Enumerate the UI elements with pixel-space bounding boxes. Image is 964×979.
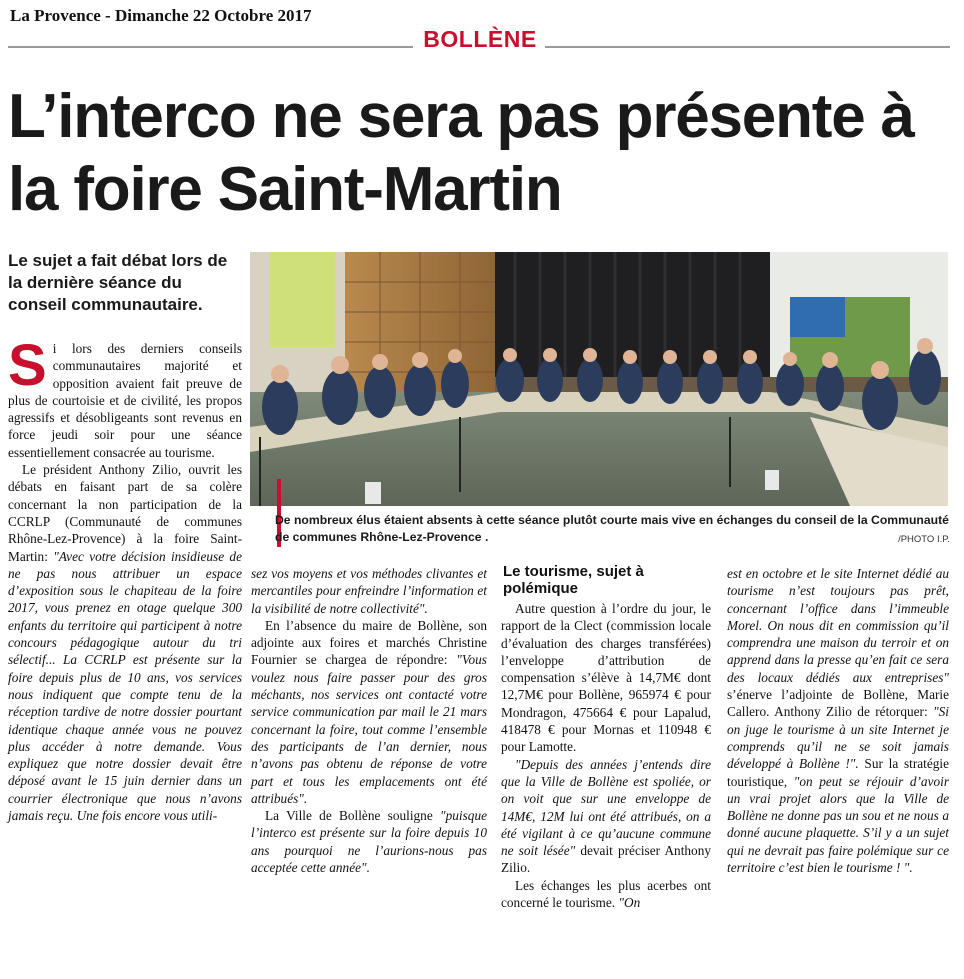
article-column-2 xyxy=(251,565,487,876)
paragraph-ville: La Ville de Bollène souligne "puisque l’interco est présente sur la foire depuis 10 ans pourquoi ne l’aurions-nous pas acceptée cette année". xyxy=(251,808,487,876)
paragraph-intro: Si lors des derniers conseils communautaires majorité et opposition avaient fait preuve de plus de courtoisie et de civilité, les propos agressifs et désobligeants sont revenus en force jeudi soir pour une séance essentiellement consacrée au tourisme. xyxy=(8,333,242,460)
section-label: BOLLÈNE xyxy=(423,26,537,52)
newspaper-masthead: La Provence - Dimanche 22 Octobre 2017 xyxy=(10,6,312,25)
photo-caption: De nombreux élus étaient absents à cette séance plutôt courte mais vive en échanges du conseil de la Communauté de communes Rhône-Lez-Provence . xyxy=(275,513,949,544)
header-rule-left xyxy=(8,46,413,48)
paragraph-callero: est en octobre et le site Internet dédié au tourisme n’est toujours pas prêt, concernant l’office dans l’immeuble Morel. On nous dit en commission qu’il comprendra une maison du terroir et on apprend dans la presse qu’en fait ce sera des locaux dédiés aux entreprises" s’énerve l’adjointe de Bollène, Marie Callero. Anthony Zilio de rétorquer: "Si on juge le tourisme à un site Internet je comprends qu’il ne se soit jamais développé à Bollène !". Sur la stratégie touristique, "on peut se réjouir d’avoir un vrai projet alors que la Ville de Bollène ne donne pas un sou et ne nous a donné aucune plaquette. S’il y a un sujet qui ne devrait pas faire polémique sur ce territoire c’est bien le tourisme ! ". xyxy=(727,566,949,876)
paragraph-president: Le président Anthony Zilio, ouvrit les débats en faisant part de sa colère concernant la non participation de la CCRLP (Communauté de communes Rhône-Lez-Provence) à la foire Saint-Martin: "Avec votre décision insidieuse de ne pas nous attribuer un espace d’exposition sous le chapiteau de la foire 2017, vous prenez en otage quelque 300 enfants du territoire qui participent à notre concours pédagogique autour du tri sélectif... La CCRLP est présente sur la foire depuis plus de 10 ans, vos services nous indiquent que compte tenu de la réception tardive de notre dossier pourtant identique chaque année vous ne pouvez plus accéder à notre demande. Vous expliquez que notre dossier devait être déposé avant le 15 juin dernier dans un courrier électronique que nous n’avons jamais reçu. Une fois encore vous utili- xyxy=(8,462,242,824)
article-photo xyxy=(250,252,948,506)
article-headline: L’interco ne sera pas présente à la foire Saint-Martin xyxy=(8,82,914,224)
article-subhead: Le tourisme, sujet à polémique xyxy=(503,563,644,597)
article-column-4 xyxy=(727,565,949,876)
quote-text: "Avec votre décision insidieuse de ne pas nous attribuer un espace d’exposition sous le chapiteau de la foire 2017, vous prenez en otage quelque 300 enfants du territoire qui participent à notre concours pédagogique autour du tri sélectif... La CCRLP est présente sur la foire depuis plus de 10 ans, vos services nous indiquent que compte tenu de la réception tardive de notre dossier pourtant identique chaque année vous ne pouvez plus accéder à notre demande. Vous expliquez que notre dossier devait être déposé avant le 15 juin dernier dans un courrier électronique que nous n’avons jamais reçu. Une fois encore vous utili- xyxy=(8,548,242,824)
quote-text: "puisque l’interco est présente sur la foire depuis 10 ans pourquoi ne l’aurions-nous pas acceptée cette année". xyxy=(251,808,487,876)
drop-cap: S xyxy=(8,333,47,398)
photo-credit: /PHOTO I.P. xyxy=(898,534,950,545)
quote-text: "Vous voulez nous faire passer pour des gros méchants, nos services ont contacté votre service communication par mail le 21 mars concernant la foire, tout comme l’ensemble des participants de l’an dernier, nous n’avons pas obtenu de réponse de votre part et tous les emplacements ont été attribués". xyxy=(251,652,487,806)
council-meeting-photo xyxy=(250,252,948,506)
paragraph-spoliee: "Depuis des années j’entends dire que la Ville de Bollène est spoliée, or on voit que sur une enveloppe de 14M€, 12M lui ont été attribués, on a été vigilant à ce qu’aucune commune ne soit lésée" devait préciser Anthony Zilio. xyxy=(501,756,711,876)
paragraph-clect: Autre question à l’ordre du jour, le rapport de la Clect (commission locale d’évaluation des charges transférées) l’enveloppe d’attribution de compensation s’élève à 14,7M€ dont 12,7M€ pour Bollène, 965974 € pour Mondragon, 475664 € pour Lapalud, 418478 € pour Mornas et 110948 € pour Lamotte. xyxy=(501,601,711,755)
header-rule-right xyxy=(545,46,950,48)
quote-text: "Depuis des années j’entends dire que la Ville de Bollène est spoliée, or on voit que sur une enveloppe de 14M€, 12M lui ont été attribués, on a été vigilant à ce qu’aucune commune ne soit lésée" xyxy=(501,756,711,859)
article-column-1 xyxy=(8,333,242,824)
paragraph-tourisme: Les échanges les plus acerbes ont concerné le tourisme. "On xyxy=(501,877,711,911)
quote-text: "On xyxy=(618,895,641,911)
paragraph-continued: sez vos moyens et vos méthodes clivantes et mercantiles pour enfreindre l’information et la visibilité de notre collectivité". xyxy=(251,566,487,616)
article-column-3 xyxy=(501,600,711,911)
paragraph-fournier: En l’absence du maire de Bollène, son adjointe aux foires et marchés Christine Fournier se chargea de répondre: "Vous voulez nous faire passer pour des gros méchants, nos services ont contacté votre service communication par mail le 21 mars concernant la foire, tout comme l’ensemble des participants de l’an dernier, nous n’avons pas obtenu de réponse de votre part et tous les emplacements ont été attribués". xyxy=(251,617,487,806)
article-standfirst: Le sujet a fait débat lors de la dernière séance du conseil communautaire. xyxy=(8,251,228,314)
